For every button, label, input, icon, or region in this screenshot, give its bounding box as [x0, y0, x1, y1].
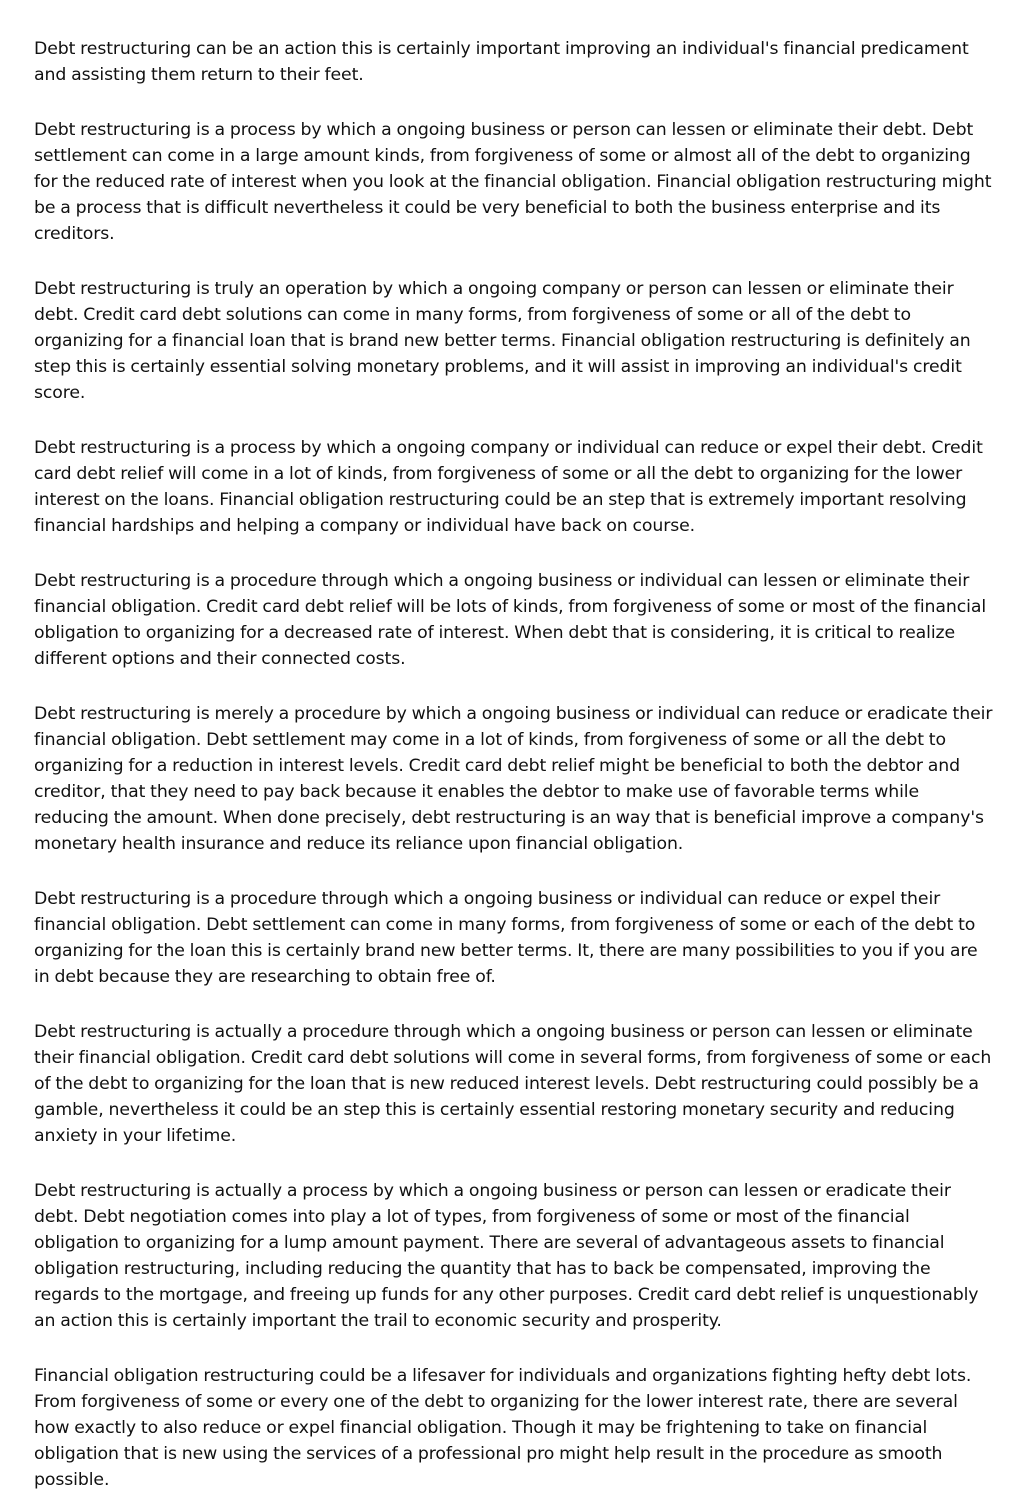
- paragraph-6: Debt restructuring is merely a procedure by which a ongoing business or individual can reduce or eradicate their financial obligation. Debt settlement may come in a lot of kinds, from forgiveness of some or all the debt to organizing for a reduction in interest levels. Credit card debt relief might be beneficial to both the debtor and creditor, that they need to pay back because it enables the debtor to make use of favorable terms while reducing the amount. When done precisely, debt restructuring is an way that is beneficial improve a company's monetary health insurance and reduce its reliance upon financial obligation.: [34, 704, 993, 854]
- paragraph-5: Debt restructuring is a procedure through which a ongoing business or individual can lessen or eliminate their financial obligation. Credit card debt relief will be lots of kinds, from forgiveness of some or most of the financial obligation to organizing for a decreased rate of interest. When debt that is considering, it is critical to realize different options and their connected costs.: [34, 571, 987, 669]
- paragraph-1: Debt restructuring can be an action this is certainly important improving an individual's financial predicament and assisting them return to their feet.: [34, 39, 969, 85]
- paragraph-10: Financial obligation restructuring could be a lifesaver for individuals and organizations fighting hefty debt lots. From forgiveness of some or every one of the debt to organizing for the lower interest rate, there are several how exactly to also reduce or expel financial obligation. Though it may be frightening to take on financial obligation that is new using the services of a professional pro might help result in the procedure as smooth possible.: [34, 1366, 972, 1490]
- paragraph-9: Debt restructuring is actually a process by which a ongoing business or person can lessen or eradicate their debt. Debt negotiation comes into play a lot of types, from forgiveness of some or most of the financial obligation to organizing for a lump amount payment. There are several of advantageous assets to financial obligation restructuring, including reducing the quantity that has to back be compensated, improving the regards to the mortgage, and freeing up funds for any other purposes. Credit card debt relief is unquestionably an action this is certainly important the trail to economic security and prosperity.: [34, 1181, 979, 1331]
- paragraph-4: Debt restructuring is a process by which a ongoing company or individual can reduce or expel their debt. Credit card debt relief will come in a lot of kinds, from forgiveness of some or all the debt to organizing for the lower interest on the loans. Financial obligation restructuring could be an step that is extremely important resolving financial hardships and helping a company or individual have back on course.: [34, 438, 983, 536]
- paragraph-8: Debt restructuring is actually a procedure through which a ongoing business or person can lessen or eliminate their financial obligation. Credit card debt solutions will come in several forms, from forgiveness of some or each of the debt to organizing for the loan that is new reduced interest levels. Debt restructuring could possibly be a gamble, nevertheless it could be an step this is certainly essential restoring monetary security and reducing anxiety in your lifetime.: [34, 1022, 992, 1146]
- paragraph-3: Debt restructuring is truly an operation by which a ongoing company or person can lessen or eliminate their debt. Credit card debt solutions can come in many forms, from forgiveness of some or all of the debt to organizing for a financial loan that is brand new better terms. Financial obligation restructuring is definitely an step this is certainly essential solving monetary problems, and it will assist in improving an individual's credit score.: [34, 279, 971, 403]
- document-body: [34, 36, 994, 1493]
- paragraph-2: Debt restructuring is a process by which a ongoing business or person can lessen or eliminate their debt. Debt settlement can come in a large amount kinds, from forgiveness of some or almost all of the debt to organizing for the reduced rate of interest when you look at the financial obligation. Financial obligation restructuring might be a process that is difficult nevertheless it could be very beneficial to both the business enterprise and its creditors.: [34, 120, 992, 244]
- paragraph-7: Debt restructuring is a procedure through which a ongoing business or individual can reduce or expel their financial obligation. Debt settlement can come in many forms, from forgiveness of some or each of the debt to organizing for the loan this is certainly brand new better terms. It, there are many possibilities to you if you are in debt because they are researching to obtain free of.: [34, 889, 978, 987]
